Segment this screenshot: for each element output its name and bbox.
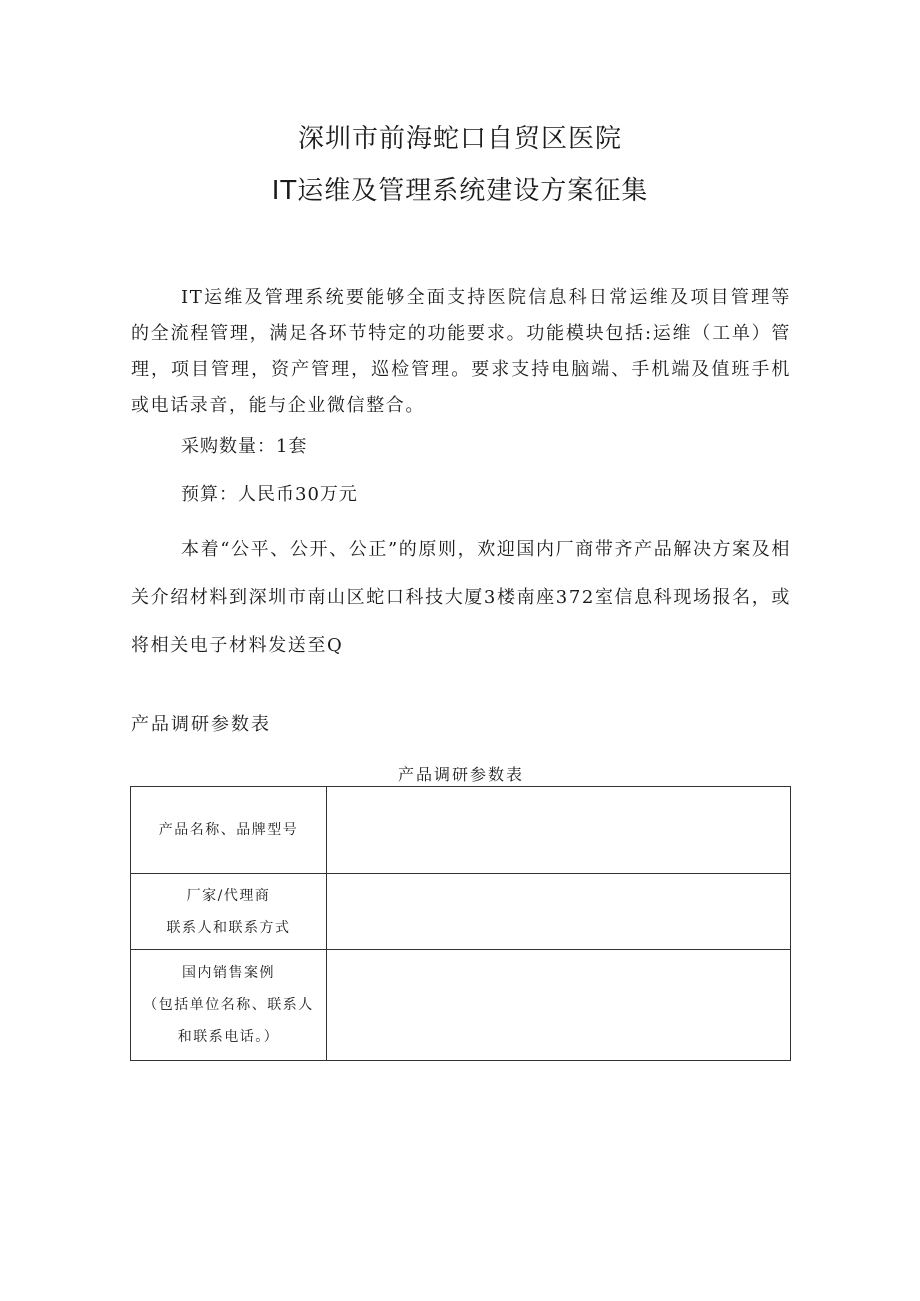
intro-paragraph: IT运维及管理系统要能够全面支持医院信息科日常运维及项目管理等的全流程管理，满足各环节特定的功能要求。功能模块包括:运维（工单）管理，项目管理，资产管理，巡检管理。要求支持电脑端、手机端及值班手机或电话录音，能与企业微信整合。 <box>131 287 791 416</box>
table-row-value <box>327 787 791 874</box>
table-row-label <box>131 787 327 874</box>
section-label: 产品调研参数表 <box>131 714 271 735</box>
label-line: 厂家/代理商 <box>186 887 271 904</box>
budget-line: 预算：人民币30万元 <box>181 484 358 505</box>
table-caption: 产品调研参数表 <box>397 765 524 784</box>
label-line: 和联系电话。） <box>177 1029 280 1045</box>
document-title-line-1: 深圳市前海蛇口自贸区医院 <box>297 124 622 154</box>
label-line: 产品名称、品牌型号 <box>158 822 299 838</box>
invitation-paragraph: 本着“公平、公开、公正”的原则，欢迎国内厂商带齐产品解决方案及相关介绍材料到深圳市南山区蛇口科技大厦3楼南座372室信息科现场报名，或将相关电子材料发送至Q <box>131 539 791 656</box>
table-row-label <box>131 874 327 950</box>
product-research-table <box>130 786 791 1061</box>
table-row <box>131 874 791 950</box>
table-row <box>131 787 791 874</box>
label-line: （包括单位名称、联系人 <box>143 997 314 1013</box>
table-row-label <box>131 950 327 1061</box>
document-title-line-2: IT运维及管理系统建设方案征集 <box>271 176 649 206</box>
table-row <box>131 950 791 1061</box>
label-line: 国内销售案例 <box>182 965 275 981</box>
quantity-line: 采购数量：1套 <box>181 436 308 457</box>
table-row-value <box>327 874 791 950</box>
table-row-value <box>327 950 791 1061</box>
label-line: 联系人和联系方式 <box>166 919 291 936</box>
